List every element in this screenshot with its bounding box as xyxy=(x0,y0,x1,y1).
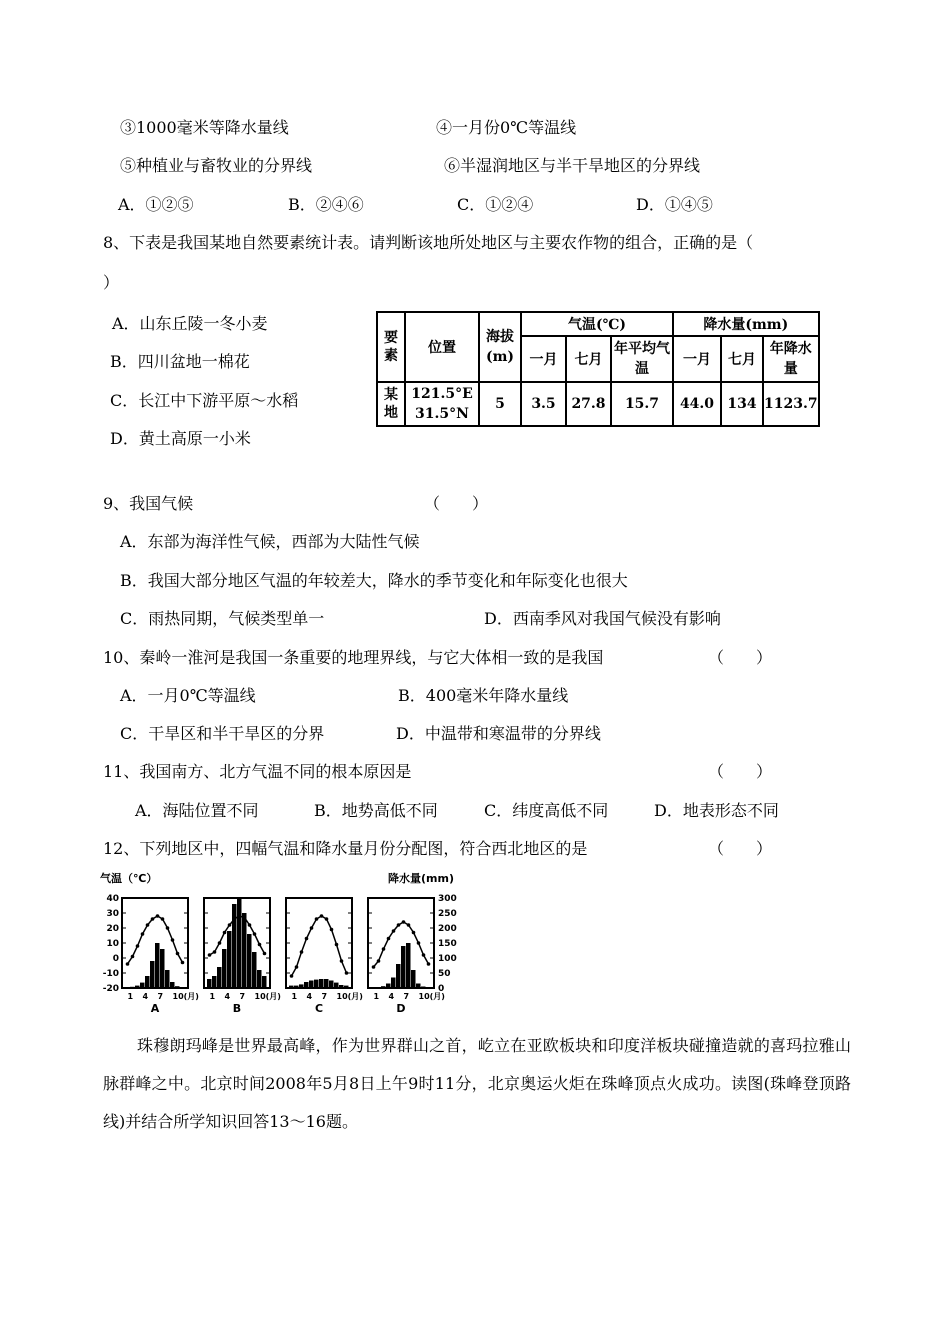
precip-bar-D xyxy=(421,987,426,989)
temp-tick-label: 0 xyxy=(112,954,119,964)
temperature-point-D xyxy=(407,923,411,927)
x-tick-label: 7 xyxy=(157,992,164,1001)
passage-text: 珠穆朗玛峰是世界最高峰，作为世界群山之首，屹立在亚欧板块和印度洋板块碰撞造就的喜玛拉雅山脉群峰之中。北京时间2008年5月8日上午9时11分，北京奥运火炬在珠峰顶点火成功。读图(珠峰登顶路线)并结合所学知识回答13～16题。 xyxy=(103,1036,851,1131)
precip-bar-D xyxy=(386,984,391,989)
y-axis-right-label: 降水量(mm) xyxy=(388,872,454,885)
table-cell-temp-avg: 15.7 xyxy=(611,382,673,426)
chart-label-C: C xyxy=(314,1002,324,1015)
q12-stem: 12、下列地区中，四幅气温和降水量月份分配图，符合西北地区的是 xyxy=(103,839,588,858)
temperature-point-D xyxy=(397,923,401,927)
q11-choice-d: D．地表形态不同 xyxy=(654,801,779,820)
table-header-temp-jul: 七月 xyxy=(566,336,611,382)
precip-bar-D xyxy=(381,986,386,988)
prec-tick-label: 0 xyxy=(438,984,445,994)
x-tick-label: 7 xyxy=(321,992,328,1001)
temperature-point-B xyxy=(248,923,252,927)
precip-bar-A xyxy=(180,987,185,988)
temperature-point-D xyxy=(382,947,386,951)
table-header-temp-avg: 年平均气温 xyxy=(611,336,673,382)
climate-charts xyxy=(98,870,478,1020)
q8-choice-d: D．黄土高原一小米 xyxy=(110,429,251,448)
temperature-point-D xyxy=(387,937,391,941)
y-axis-left-label: 气温（℃） xyxy=(100,872,158,885)
temperature-point-A xyxy=(156,914,160,918)
precip-bar-C xyxy=(314,980,319,988)
prec-tick-label: 50 xyxy=(438,969,451,979)
precip-bar-D xyxy=(416,984,421,989)
x-tick-label: 4 xyxy=(306,992,313,1001)
table-cell-lon: 121.5°E xyxy=(411,386,473,402)
precip-bar-C xyxy=(344,986,349,988)
q7-option-6: ⑥半湿润地区与半干旱地区的分界线 xyxy=(444,156,701,175)
temperature-point-C xyxy=(315,917,319,921)
precip-bar-D xyxy=(411,970,416,988)
chart-frame-C xyxy=(286,898,352,988)
temperature-point-C xyxy=(290,974,294,978)
precip-bar-C xyxy=(304,982,309,988)
temperature-point-D xyxy=(417,941,421,945)
precip-bar-B xyxy=(242,913,247,988)
x-tick-label: 7 xyxy=(239,992,246,1001)
q12-answer-paren: （ ） xyxy=(708,839,773,858)
q9-stem: 9、我国气候 xyxy=(103,494,194,513)
x-tick-label: 4 xyxy=(142,992,149,1001)
temperature-point-B xyxy=(253,932,257,936)
temperature-point-C xyxy=(335,943,339,947)
q7-choice-a: A．①②⑤ xyxy=(118,195,194,214)
temperature-point-D xyxy=(377,959,381,963)
temperature-point-B xyxy=(208,953,212,957)
q9-choice-d: D．西南季风对我国气候没有影响 xyxy=(484,609,721,628)
precip-bar-D xyxy=(396,964,401,988)
q11-stem: 11、我国南方、北方气温不同的根本原因是 xyxy=(103,762,412,781)
table-cell-temp-jul: 27.8 xyxy=(566,382,611,426)
prec-tick-label: 300 xyxy=(438,894,457,904)
precip-bar-B xyxy=(222,949,227,988)
precip-bar-A xyxy=(145,976,150,988)
q7-option-5: ⑤种植业与畜牧业的分界线 xyxy=(120,156,313,175)
temperature-point-C xyxy=(325,917,329,921)
precip-bar-D xyxy=(371,987,376,988)
temperature-point-C xyxy=(300,950,304,954)
precip-bar-C xyxy=(299,984,304,988)
precip-bar-C xyxy=(289,986,294,988)
temperature-point-A xyxy=(151,917,155,921)
chart-label-B: B xyxy=(232,1002,242,1015)
q11-choice-a: A．海陆位置不同 xyxy=(135,801,259,820)
table-header-temp-jan: 一月 xyxy=(521,336,566,382)
temperature-point-B xyxy=(228,923,232,927)
temperature-point-A xyxy=(171,938,175,942)
x-tick-label: 10(月) xyxy=(254,992,281,1001)
temperature-point-A xyxy=(136,944,140,948)
temperature-point-B xyxy=(258,943,262,947)
q8-choice-a: A．山东丘陵一冬小麦 xyxy=(112,314,268,333)
temperature-point-B xyxy=(223,931,227,935)
q7-choice-b: B．②④⑥ xyxy=(288,195,364,214)
temperature-point-A xyxy=(166,926,170,930)
table-row-label: 某地 xyxy=(377,382,405,426)
temperature-point-D xyxy=(412,931,416,935)
precip-bar-B xyxy=(257,970,262,988)
temperature-point-D xyxy=(402,920,406,924)
chart-label-A: A xyxy=(150,1002,160,1015)
precip-bar-C xyxy=(319,979,324,988)
temp-tick-label: 30 xyxy=(106,909,119,919)
table-header-precipitation: 降水量(mm) xyxy=(673,312,819,336)
temperature-point-A xyxy=(146,923,150,927)
table-header-prec-jul: 七月 xyxy=(721,336,763,382)
precip-bar-D xyxy=(406,943,411,988)
table-cell-lat: 31.5°N xyxy=(415,406,469,422)
prec-tick-label: 200 xyxy=(438,924,457,934)
table-cell-position xyxy=(405,382,479,426)
temperature-point-B xyxy=(263,952,267,956)
precip-bar-C xyxy=(334,983,339,988)
temperature-point-C xyxy=(295,965,299,969)
precip-bar-A xyxy=(135,986,140,988)
q9-choice-a: A．东部为海洋性气候，西部为大陆性气候 xyxy=(120,532,420,551)
temperature-point-A xyxy=(161,917,165,921)
table-header-elements: 要素 xyxy=(377,312,405,382)
x-tick-label: 1 xyxy=(127,992,134,1001)
q11-answer-paren: （ ） xyxy=(708,762,773,781)
q9-answer-paren: （ ） xyxy=(424,494,489,513)
precip-bar-A xyxy=(140,983,145,988)
x-tick-label: 1 xyxy=(209,992,216,1001)
q7-option-4: ④一月份0℃等温线 xyxy=(436,118,577,137)
temperature-point-A xyxy=(181,961,185,965)
precip-bar-C xyxy=(324,979,329,988)
temperature-point-C xyxy=(340,959,344,963)
precip-bar-C xyxy=(309,981,314,989)
temperature-point-D xyxy=(422,953,426,957)
prec-tick-label: 100 xyxy=(438,954,457,964)
precip-bar-A xyxy=(165,970,170,988)
q9-choice-b: B．我国大部分地区气温的年较差大，降水的季节变化和年际变化也很大 xyxy=(120,571,628,590)
precip-bar-A xyxy=(130,987,135,988)
table-cell-prec-jul: 134 xyxy=(721,382,763,426)
temperature-point-B xyxy=(213,950,217,954)
q9-choice-c: C．雨热同期，气候类型单一 xyxy=(120,609,325,628)
precip-bar-D xyxy=(391,978,396,989)
temperature-point-C xyxy=(320,914,324,918)
x-tick-label: 7 xyxy=(403,992,410,1001)
precip-bar-B xyxy=(232,904,237,988)
table-header-position: 位置 xyxy=(405,312,479,382)
q10-stem: 10、秦岭一淮河是我国一条重要的地理界线，与它大体相一致的是我国 xyxy=(103,648,604,667)
temperature-point-B xyxy=(233,917,237,921)
x-tick-label: 10(月) xyxy=(172,992,199,1001)
temperature-point-C xyxy=(330,928,334,932)
q10-choice-c: C．干旱区和半干旱区的分界 xyxy=(120,724,325,743)
temperature-point-D xyxy=(392,929,396,933)
precip-bar-B xyxy=(252,952,257,988)
precip-bar-A xyxy=(150,961,155,988)
temperature-point-B xyxy=(218,941,222,945)
precip-bar-D xyxy=(401,946,406,988)
table-header-altitude: 海拔(m) xyxy=(479,312,521,382)
q8-stem: 8、下表是我国某地自然要素统计表。请判断该地所处地区与主要农作物的组合，正确的是（ xyxy=(103,233,754,252)
precip-bar-A xyxy=(175,986,180,988)
precip-bar-C xyxy=(294,986,299,988)
temperature-point-C xyxy=(310,926,314,930)
precip-bar-D xyxy=(426,987,431,988)
precip-bar-A xyxy=(160,949,165,988)
q10-choice-b: B．400毫米年降水量线 xyxy=(398,686,569,705)
table-cell-altitude: 5 xyxy=(479,382,521,426)
q7-option-3: ③1000毫米等降水量线 xyxy=(120,118,289,137)
temperature-point-B xyxy=(243,916,247,920)
precip-bar-D xyxy=(376,987,381,988)
temp-tick-label: 20 xyxy=(106,924,119,934)
x-tick-label: 1 xyxy=(373,992,380,1001)
x-tick-label: 10(月) xyxy=(336,992,363,1001)
table-cell-prec-year: 1123.7 xyxy=(763,382,819,426)
q11-choice-c: C．纬度高低不同 xyxy=(484,801,609,820)
temperature-point-C xyxy=(345,971,349,975)
precip-bar-B xyxy=(262,976,267,988)
prec-tick-label: 250 xyxy=(438,909,457,919)
chart-label-D: D xyxy=(396,1002,406,1015)
q8-choice-c: C．长江中下游平原～水稻 xyxy=(110,391,299,410)
precip-bar-B xyxy=(247,934,252,988)
q11-choice-b: B．地势高低不同 xyxy=(314,801,438,820)
q10-choice-a: A．一月0℃等温线 xyxy=(120,686,256,705)
temp-tick-label: 10 xyxy=(106,939,119,949)
q10-answer-paren: （ ） xyxy=(708,648,773,667)
q10-choice-d: D．中温带和寒温带的分界线 xyxy=(396,724,601,743)
table-header-prec-jan: 一月 xyxy=(673,336,721,382)
temperature-line-C xyxy=(292,916,347,976)
table-header-temperature: 气温(℃) xyxy=(521,312,673,336)
precip-bar-A xyxy=(170,982,175,988)
temperature-point-A xyxy=(176,952,180,956)
temperature-point-D xyxy=(372,965,376,969)
precip-bar-A xyxy=(125,987,130,988)
temperature-point-D xyxy=(427,962,431,966)
temperature-point-A xyxy=(126,962,130,966)
natural-elements-table xyxy=(376,311,820,427)
precip-bar-B xyxy=(217,967,222,988)
precip-bar-B xyxy=(207,979,212,988)
precip-bar-B xyxy=(212,976,217,988)
x-tick-label: 4 xyxy=(224,992,231,1001)
q8-choice-b: B．四川盆地一棉花 xyxy=(110,352,250,371)
x-tick-label: 1 xyxy=(291,992,298,1001)
precip-bar-B xyxy=(227,931,232,988)
temp-tick-label: 40 xyxy=(106,894,119,904)
table-cell-temp-jan: 3.5 xyxy=(521,382,566,426)
x-tick-label: 10(月) xyxy=(418,992,445,1001)
table-cell-prec-jan: 44.0 xyxy=(673,382,721,426)
x-tick-label: 4 xyxy=(388,992,395,1001)
temp-tick-label: -10 xyxy=(102,969,119,979)
temperature-point-B xyxy=(238,914,242,918)
precip-bar-A xyxy=(155,943,160,988)
temperature-point-A xyxy=(131,955,135,959)
temp-tick-label: -20 xyxy=(102,984,119,994)
temperature-point-A xyxy=(141,932,145,936)
precip-bar-B xyxy=(237,898,242,988)
precip-bar-C xyxy=(339,985,344,988)
q7-choice-c: C．①②④ xyxy=(457,195,534,214)
q7-choice-d: D．①④⑤ xyxy=(636,195,713,214)
temperature-point-C xyxy=(305,937,309,941)
table-header-prec-year: 年降水量 xyxy=(763,336,819,382)
precip-bar-C xyxy=(329,981,334,989)
prec-tick-label: 150 xyxy=(438,939,457,949)
q8-stem-end: ） xyxy=(103,273,120,292)
